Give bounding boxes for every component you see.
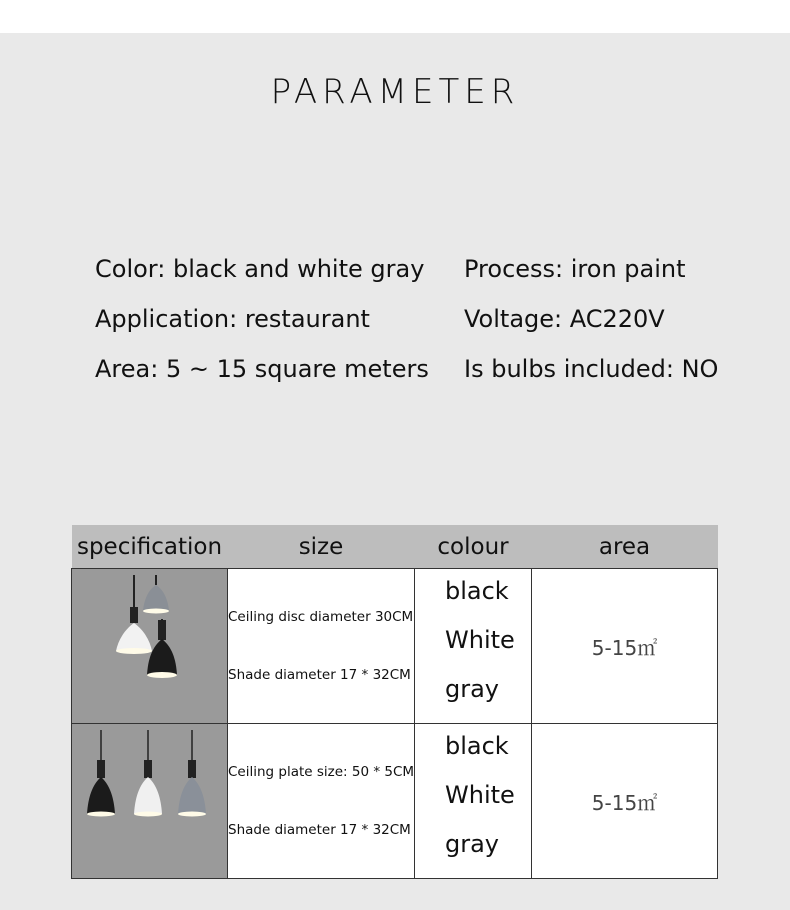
header-specification: specification [72, 525, 228, 569]
param-process: Process: iron paint [464, 255, 686, 283]
area-cell: 5-15㎡ [532, 724, 718, 879]
param-area: Area: 5 ~ 15 square meters [95, 355, 429, 383]
header-size: size [228, 525, 415, 569]
size-line: Ceiling plate size: 50 * 5CM [228, 764, 415, 780]
table-header-row [72, 525, 718, 569]
param-color: Color: black and white gray [95, 255, 425, 283]
page-title: PARAMETER [270, 72, 520, 112]
size-line: Ceiling disc diameter 30CM [228, 609, 414, 625]
pendant-lamp-cluster-icon [72, 575, 228, 718]
colour-cell [415, 724, 532, 879]
colour-option: black [445, 732, 509, 760]
size-line: Shade diameter 17 * 32CM [228, 667, 411, 683]
colour-option: black [445, 577, 509, 605]
header-area: area [532, 525, 718, 569]
area-cell: 5-15㎡ [532, 569, 718, 724]
colour-option: gray [445, 830, 500, 858]
colour-option: gray [445, 675, 500, 703]
param-voltage: Voltage: AC220V [464, 305, 665, 333]
product-photo-row [72, 724, 228, 879]
table-row [72, 569, 718, 724]
spec-table [71, 525, 718, 879]
colour-option: White [445, 626, 515, 654]
colour-cell [415, 569, 532, 724]
product-photo-cluster [72, 569, 228, 724]
size-line: Shade diameter 17 * 32CM [228, 822, 411, 838]
colour-option: White [445, 781, 515, 809]
table-row [72, 724, 718, 879]
header-colour: colour [415, 525, 532, 569]
size-cell [228, 569, 415, 724]
param-bulbs: Is bulbs included: NO [464, 355, 719, 383]
param-application: Application: restaurant [95, 305, 370, 333]
size-cell [228, 724, 415, 879]
pendant-lamp-row-icon [72, 730, 228, 873]
